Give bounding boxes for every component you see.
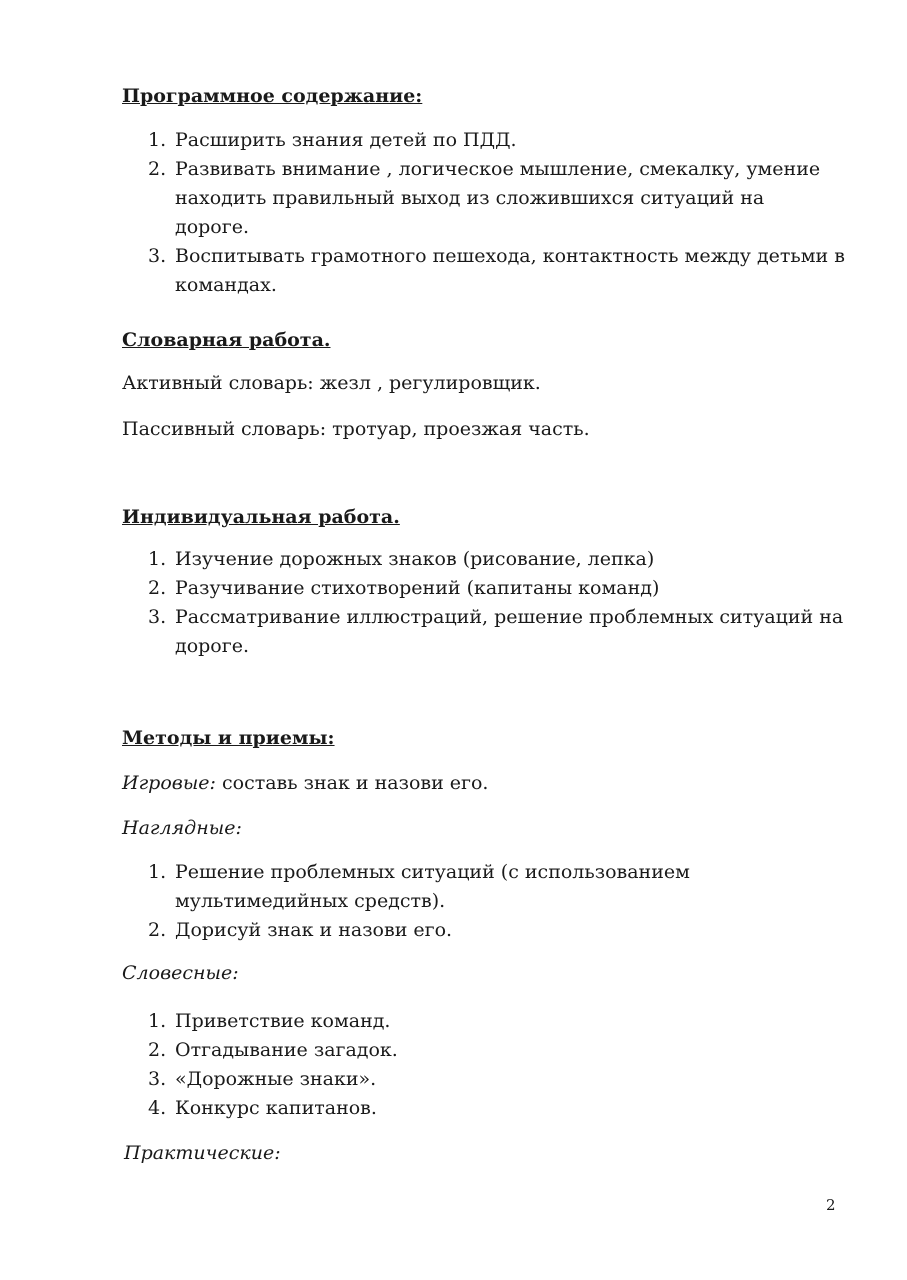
- active-vocabulary: Активный словарь: жезл , регулировщик.: [122, 372, 541, 394]
- list-item: 1. Решение проблемных ситуаций (с использованием мультимедийных средств).: [148, 861, 690, 912]
- verbal-methods-label: Словесные:: [122, 962, 239, 984]
- list-item: 3. «Дорожные знаки».: [148, 1068, 377, 1090]
- list-item: 2. Развивать внимание , логическое мышление, смекалку, умение находить правильный выход из сложившихся ситуаций на дороге.: [148, 158, 821, 238]
- page-number: 2: [826, 1196, 836, 1214]
- program-content-heading: Программное содержание:: [122, 85, 423, 107]
- list-item: 4. Конкурс капитанов.: [148, 1097, 377, 1119]
- list-item: 2. Разучивание стихотворений (капитаны команд): [148, 577, 660, 599]
- visual-methods-label: Наглядные:: [122, 817, 242, 839]
- verbal-methods-list: [148, 1007, 398, 1123]
- list-item: 3. Воспитывать грамотного пешехода, контактность между детьми в командах.: [148, 245, 845, 296]
- list-item: 3. Рассматривание иллюстраций, решение проблемных ситуаций на дороге.: [148, 606, 844, 657]
- list-item: 1. Приветствие команд.: [148, 1010, 391, 1032]
- individual-work-list: [148, 545, 855, 661]
- vocabulary-heading: Словарная работа.: [122, 329, 331, 351]
- game-methods: Игровые: составь знак и назови его.: [122, 772, 489, 794]
- program-content-list: [148, 126, 855, 300]
- list-item: 1. Изучение дорожных знаков (рисование, лепка): [148, 548, 655, 570]
- individual-work-heading: Индивидуальная работа.: [122, 506, 400, 528]
- list-item: 1. Расширить знания детей по ПДД.: [148, 129, 517, 151]
- visual-methods-list: [148, 858, 735, 945]
- methods-heading: Методы и приемы:: [122, 727, 335, 749]
- practical-methods-label: Практические:: [124, 1142, 281, 1164]
- passive-vocabulary: Пассивный словарь: тротуар, проезжая часть.: [122, 418, 590, 440]
- list-item: 2. Дорисуй знак и назови его.: [148, 919, 453, 941]
- list-item: 2. Отгадывание загадок.: [148, 1039, 398, 1061]
